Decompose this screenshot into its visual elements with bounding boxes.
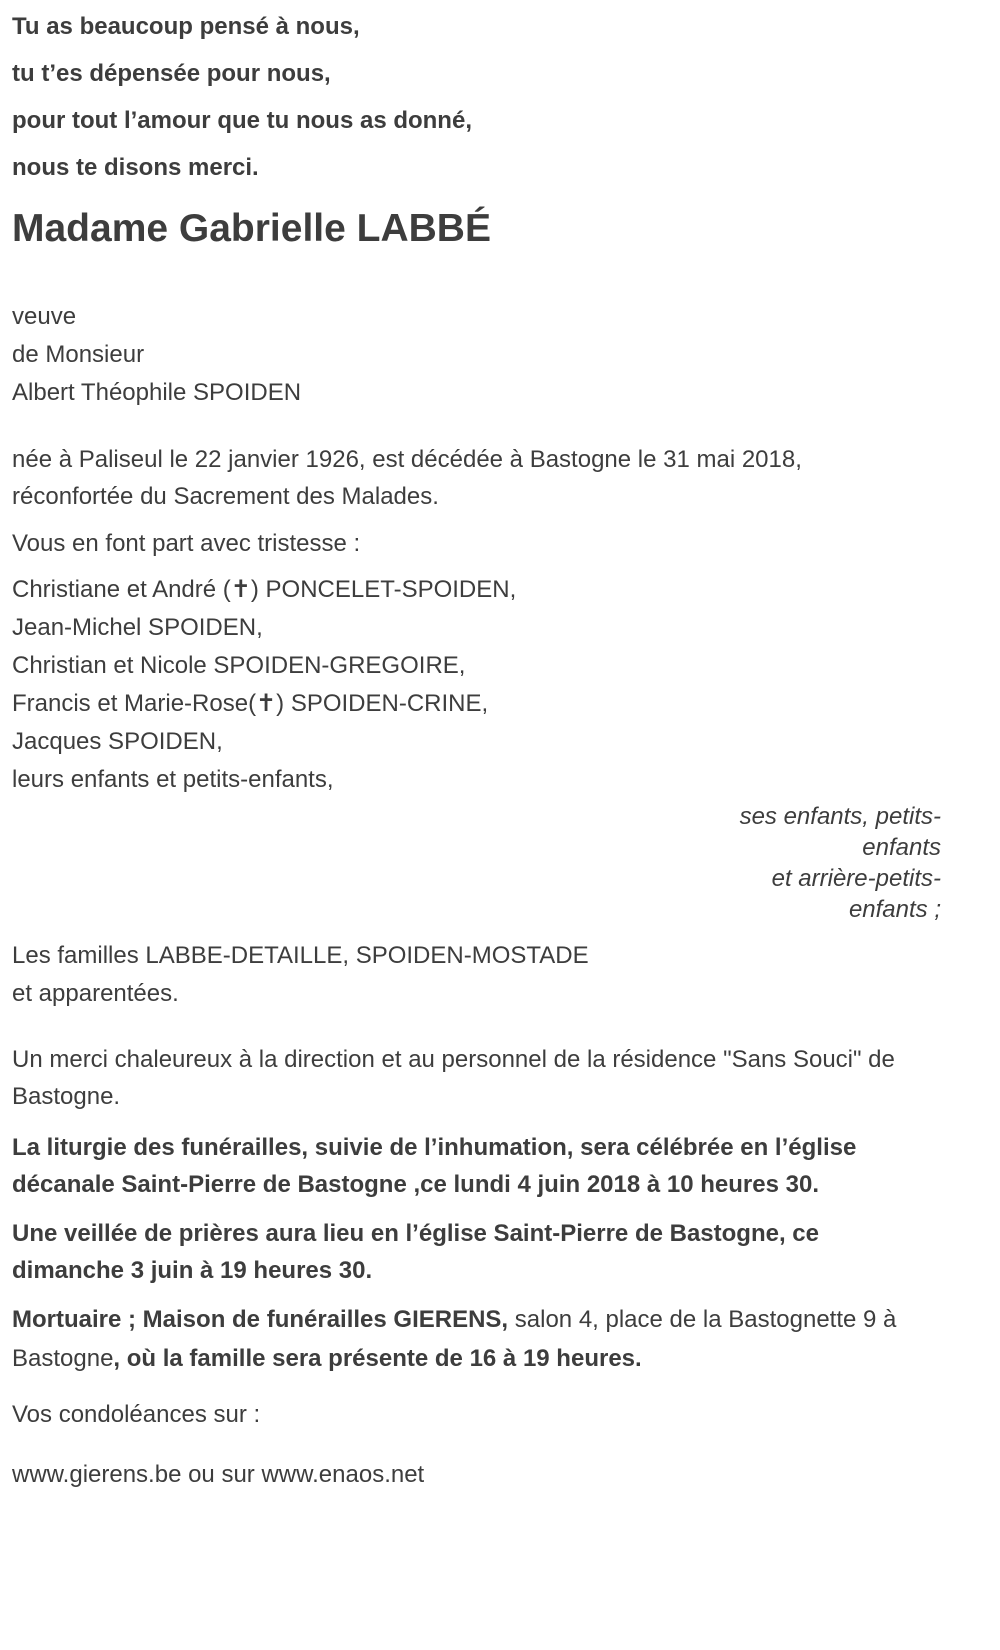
status-line: veuve [12,303,77,330]
intro-line: tu t’es dépensée pour nous, [12,60,331,87]
family-member: Jacques SPOIDEN, [12,728,223,755]
related-families [12,937,986,1013]
websites-line: www.gierens.be ou sur www.enaos.net [12,1461,425,1488]
status-line: de Monsieur [12,341,145,368]
mortuary-bold-end: , où la famille sera présente de 16 à 19 heures. [113,1345,642,1372]
announcement-line: Vous en font part avec tristesse : [12,530,361,557]
intro-line: nous te disons merci. [12,154,259,181]
intro-line: Tu as beaucoup pensé à nous, [12,13,360,40]
condolences-label: Vos condoléances sur : [12,1401,261,1428]
descendants-line: ses enfants, petits-enfants [739,803,941,861]
family-list [12,571,986,799]
related-families-line: Les familles LABBE-DETAILLE, SPOIDEN-MOSTADE [12,942,589,969]
family-member: leurs enfants et petits-enfants, [12,766,334,793]
family-member: Francis et Marie-Rose(✝) SPOIDEN-CRINE, [12,690,489,717]
prayer-vigil-paragraph: Une veillée de prières aura lieu en l’église Saint-Pierre de Bastogne, ce dimanche 3 juin à 19 heures 30. [12,1220,819,1284]
descendants-line: et arrière-petits-enfants ; [771,865,941,923]
intro-poem [12,13,986,182]
descendants-note [699,801,941,925]
mortuary-bold-start: Mortuaire ; Maison de funérailles GIERENS, [12,1306,509,1333]
status-line: Albert Théophile SPOIDEN [12,379,302,406]
mortuary-paragraph [12,1300,920,1378]
mortuary-address: salon 4, place de la Bastognette 9 à Bastogne [12,1306,897,1372]
thanks-paragraph: Un merci chaleureux à la direction et au personnel de la résidence "Sans Souci" de Bastogne. [12,1046,895,1110]
family-member: Christiane et André (✝) PONCELET-SPOIDEN, [12,576,517,603]
intro-line: pour tout l’amour que tu nous as donné, [12,107,472,134]
life-dates-paragraph: née à Paliseul le 22 janvier 1926, est décédée à Bastogne le 31 mai 2018, réconfortée du Sacrement des Malades. [12,446,802,510]
related-families-line: et apparentées. [12,980,179,1007]
marital-status [12,298,986,412]
funeral-liturgy-paragraph: La liturgie des funérailles, suivie de l’inhumation, sera célébrée en l’église décanale Saint-Pierre de Bastogne ,ce lundi 4 juin 2018 à 10 heures 30. [12,1134,857,1198]
family-member: Christian et Nicole SPOIDEN-GREGOIRE, [12,652,466,679]
family-member: Jean-Michel SPOIDEN, [12,614,263,641]
deceased-name: Madame Gabrielle LABBÉ [12,207,491,250]
